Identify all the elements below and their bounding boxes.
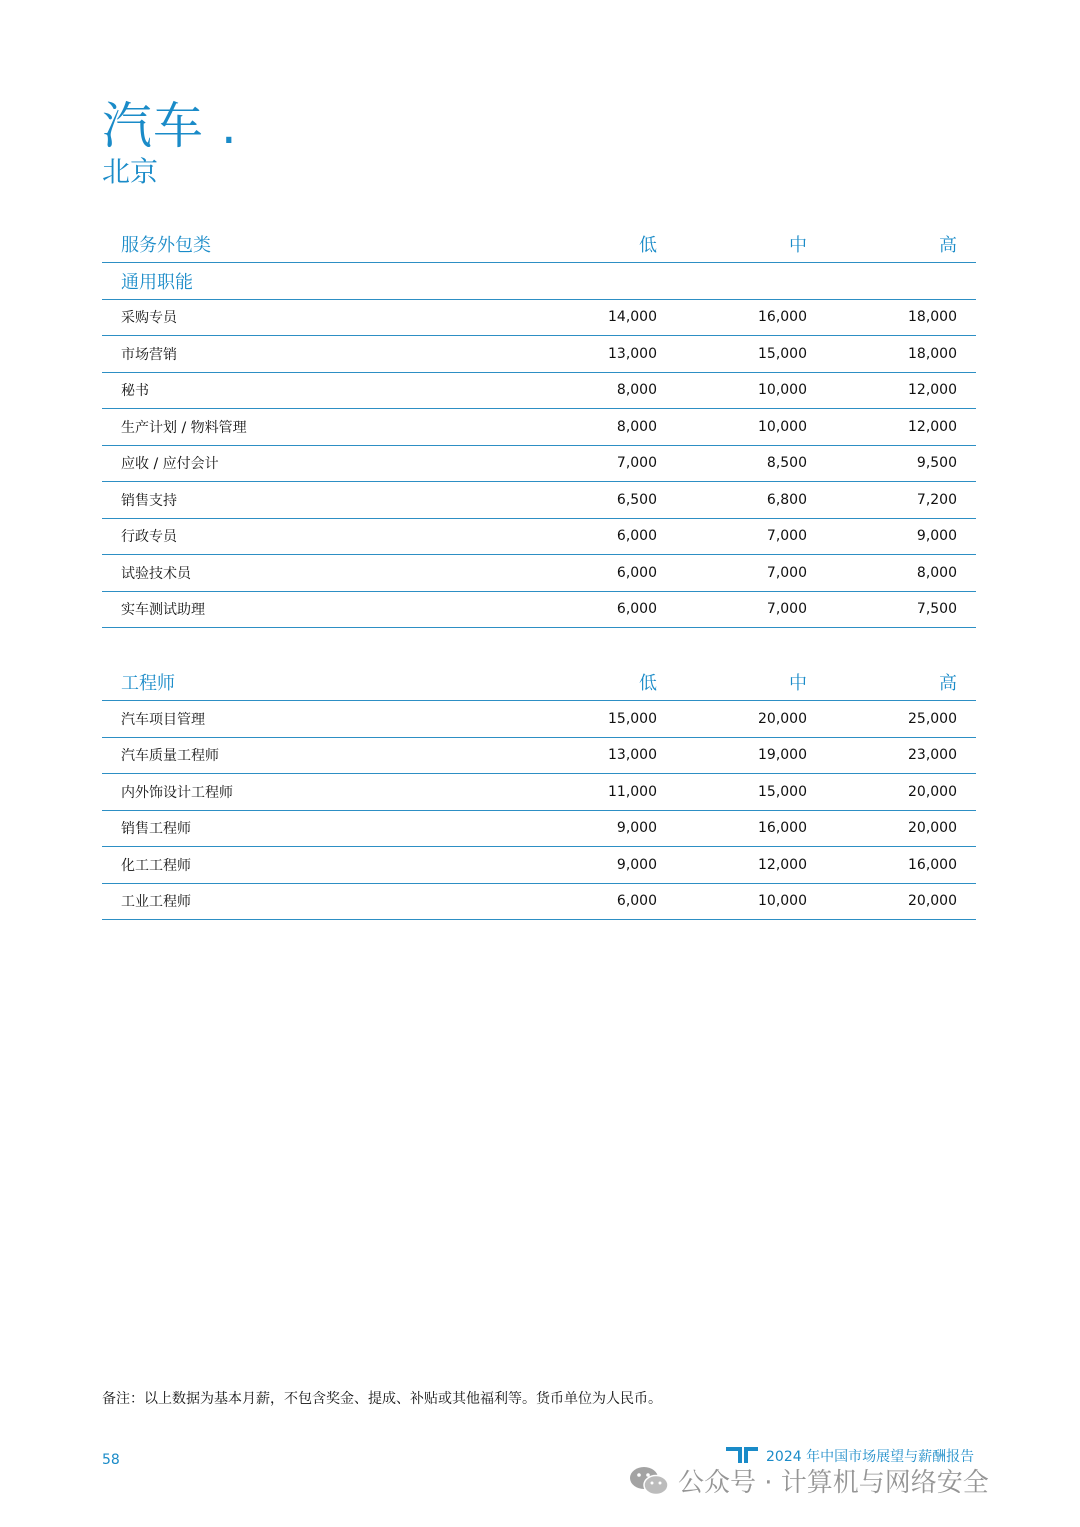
salary-table-engineers — [102, 664, 976, 920]
cell-low: 8,000 — [616, 382, 657, 399]
cell-job-title: 应收 / 应付会计 — [121, 456, 219, 473]
cell-low: 11,000 — [608, 783, 657, 800]
section-row — [102, 263, 976, 300]
cell-mid: 7,000 — [766, 528, 807, 545]
table-row — [102, 701, 976, 738]
cell-low: 6,500 — [616, 491, 657, 508]
cell-high: 16,000 — [908, 856, 957, 873]
table-row — [102, 300, 976, 337]
cell-mid: 20,000 — [758, 710, 807, 727]
column-header-low: 低 — [639, 673, 657, 694]
cell-mid: 7,000 — [766, 564, 807, 581]
table-row — [102, 409, 976, 446]
column-header-high: 高 — [939, 673, 957, 694]
cell-mid: 7,000 — [766, 601, 807, 618]
table-row — [102, 373, 976, 410]
cell-job-title: 采购专员 — [121, 310, 177, 327]
cell-low: 15,000 — [608, 710, 657, 727]
table-row — [102, 592, 976, 629]
report-title: 2024 年中国市场展望与薪酬报告 — [766, 1449, 975, 1465]
cell-mid: 16,000 — [758, 820, 807, 837]
cell-high: 20,000 — [908, 820, 957, 837]
cell-low: 6,000 — [616, 601, 657, 618]
cell-low: 6,000 — [616, 893, 657, 910]
cell-low: 9,000 — [616, 820, 657, 837]
cell-mid: 15,000 — [758, 345, 807, 362]
cell-high: 25,000 — [908, 710, 957, 727]
footnote: 备注：以上数据为基本月薪，不包含奖金、提成、补贴或其他福利等。货币单位为人民币。 — [102, 1391, 662, 1407]
table-header-row — [102, 226, 976, 263]
cell-low: 14,000 — [608, 309, 657, 326]
cell-high: 12,000 — [908, 418, 957, 435]
cell-high: 12,000 — [908, 382, 957, 399]
table-row — [102, 336, 976, 373]
column-header-category: 工程师 — [121, 673, 175, 694]
cell-job-title: 化工工程师 — [121, 857, 191, 874]
cell-high: 8,000 — [916, 564, 957, 581]
wechat-icon — [628, 1464, 670, 1498]
cell-low: 8,000 — [616, 418, 657, 435]
cell-low: 6,000 — [616, 564, 657, 581]
table-row — [102, 811, 976, 848]
table-row — [102, 482, 976, 519]
table-row — [102, 847, 976, 884]
cell-mid: 6,800 — [766, 491, 807, 508]
cell-job-title: 行政专员 — [121, 529, 177, 546]
cell-low: 13,000 — [608, 345, 657, 362]
cell-job-title: 市场营销 — [121, 346, 177, 363]
column-header-mid: 中 — [789, 673, 807, 694]
watermark-text: 公众号 · 计算机与网络安全 — [678, 1468, 989, 1498]
cell-mid: 8,500 — [766, 455, 807, 472]
cell-job-title: 内外饰设计工程师 — [121, 784, 233, 801]
table-row — [102, 738, 976, 775]
page-subtitle: 北京 — [102, 155, 159, 188]
cell-low: 6,000 — [616, 528, 657, 545]
cell-high: 18,000 — [908, 345, 957, 362]
table-row — [102, 519, 976, 556]
page-title: 汽车 . — [102, 97, 238, 155]
column-header-category: 服务外包类 — [121, 235, 211, 256]
page-number: 58 — [102, 1452, 120, 1468]
cell-mid: 16,000 — [758, 309, 807, 326]
cell-job-title: 试验技术员 — [121, 565, 191, 582]
column-header-high: 高 — [939, 235, 957, 256]
cell-job-title: 汽车项目管理 — [121, 711, 205, 728]
cell-mid: 19,000 — [758, 747, 807, 764]
table-row — [102, 555, 976, 592]
cell-job-title: 秘书 — [121, 383, 149, 400]
cell-low: 7,000 — [616, 455, 657, 472]
cell-mid: 10,000 — [758, 893, 807, 910]
cell-job-title: 生产计划 / 物料管理 — [121, 419, 247, 436]
section-label: 通用职能 — [121, 271, 193, 293]
table-header-row — [102, 664, 976, 701]
cell-high: 9,000 — [916, 528, 957, 545]
cell-job-title: 汽车质量工程师 — [121, 748, 219, 765]
watermark — [628, 1462, 989, 1499]
cell-mid: 10,000 — [758, 418, 807, 435]
cell-job-title: 工业工程师 — [121, 894, 191, 911]
cell-high: 9,500 — [916, 455, 957, 472]
cell-job-title: 实车测试助理 — [121, 602, 205, 619]
cell-high: 7,500 — [916, 601, 957, 618]
column-header-low: 低 — [639, 235, 657, 256]
table-row — [102, 774, 976, 811]
cell-high: 7,200 — [916, 491, 957, 508]
cell-low: 9,000 — [616, 856, 657, 873]
cell-job-title: 销售工程师 — [121, 821, 191, 838]
cell-high: 23,000 — [908, 747, 957, 764]
cell-job-title: 销售支持 — [121, 492, 177, 509]
table-row — [102, 884, 976, 921]
cell-high: 20,000 — [908, 783, 957, 800]
cell-high: 18,000 — [908, 309, 957, 326]
cell-mid: 10,000 — [758, 382, 807, 399]
cell-high: 20,000 — [908, 893, 957, 910]
salary-table-outsourcing — [102, 226, 976, 628]
cell-mid: 12,000 — [758, 856, 807, 873]
column-header-mid: 中 — [789, 235, 807, 256]
cell-mid: 15,000 — [758, 783, 807, 800]
cell-low: 13,000 — [608, 747, 657, 764]
table-row — [102, 446, 976, 483]
